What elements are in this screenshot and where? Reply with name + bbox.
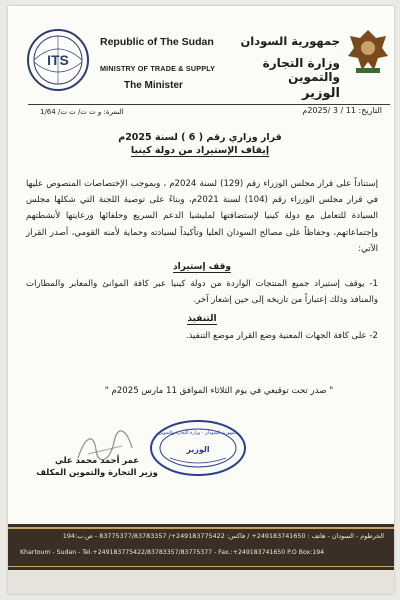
logo-text: ITS: [47, 52, 69, 68]
section-heading-implementation: التنفيذ: [187, 313, 217, 324]
english-ministry: MINISTRY OF TRADE & SUPPLY: [100, 64, 216, 73]
footer-gold-line-bottom: [8, 566, 394, 568]
arabic-ministry: وزارة التجارة والتموين: [262, 56, 340, 84]
decree-title: [60, 132, 340, 156]
header-arabic: [230, 34, 340, 101]
official-stamp-icon: [148, 418, 248, 478]
header-divider: [28, 104, 390, 105]
issuance-statement: " صدر تحت توقيعي في يوم الثلاثاء الموافق 11 مارس 2025م ": [104, 386, 334, 396]
english-minister: The Minister: [124, 80, 183, 91]
ministry-logo-icon: [26, 28, 90, 92]
header-english: [100, 36, 230, 91]
arabic-republic: جمهورية السودان: [240, 34, 340, 48]
signatory-title: وزير التجارة والتموين المكلف: [36, 467, 158, 477]
footer-english-contact: Khartoum - Sudan - Tel.+249183775422/83783357/83775377 - Fax.:+249183741650 P.O Box:194: [20, 549, 325, 556]
document-date: التاريخ: 11 / 3 /2025م: [302, 106, 382, 115]
page-bottom-margin: [8, 570, 394, 594]
footer-gold-line-top: [8, 527, 394, 529]
decree-item-1: 1- يوقف إستيراد جميع المنتجات الواردة من دولة كينيا عبر كافة الموانئ والمعابر والمطارات والمنافذ وذلك إعتباراً من تاريخه إلى حين إشعار آخر.: [26, 279, 378, 306]
sudan-emblem-icon: [346, 26, 390, 76]
arabic-minister: الوزير: [302, 86, 340, 101]
stamp-center-text: الوزير: [186, 445, 210, 454]
preamble-paragraph: إستناداً على قرار مجلس الوزراء رقم (129) لسنة 2024م ، وبموجب الإختصاصات المنصوص عليها في قرار مجلس الوزراء رقم (104) لسنة 2021م، وبناءً على توصية اللجنة التي شكلها مجلس السيادة للتعامل مع دولة كينيا لإستضافتها لمليشيا الدعم السريع وحلفائها ورعايتها لأنشطتهم وإجتماعاتهم، وحفاظاً على مصالح السودان العليا وتأكيداً لسيادته وحماية لأمنه القومي، أصدر القرار الآتي:: [26, 179, 378, 254]
signature-block: [32, 454, 162, 478]
reference-number: النمرة: و ت ت/ ت ت/ 1/64: [40, 108, 124, 116]
decree-item-2: 2- على كافة الجهات المعنية وضع القرار موضع التنفيذ.: [185, 330, 378, 341]
english-republic: Republic of The Sudan: [100, 36, 214, 48]
decree-number: قرار وزاري رقم ( 6 ) لسنة 2025م: [118, 132, 282, 143]
decree-subject: إيقاف الإستيراد من دولة كينيا: [130, 145, 270, 156]
footer-arabic-contact: الخرطوم - السودان - هاتف : 249183741650+ / فاكس: 249183775422+/ 83775377/83783357 - ص.ب:194: [62, 532, 384, 540]
signatory-name: عمر أحمد محمد علي: [55, 455, 139, 465]
footer-bar: [8, 524, 394, 570]
decree-body: [26, 176, 378, 344]
section-heading-import-stop: وقف إستيراد: [173, 262, 231, 273]
stamp-top-text: جمهورية السودان - وزارة التجارة والتموين: [158, 431, 238, 436]
